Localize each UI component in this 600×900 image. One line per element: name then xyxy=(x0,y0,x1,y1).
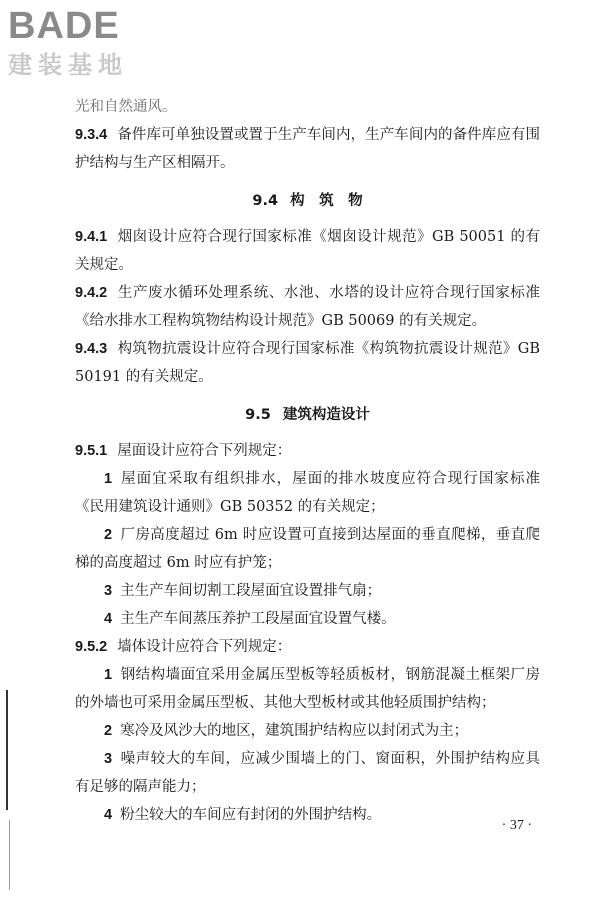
item-number: 4 xyxy=(104,807,113,823)
item-number: 1 xyxy=(104,667,113,683)
list-item xyxy=(75,717,540,745)
clause-9-4-1 xyxy=(75,223,540,279)
list-item xyxy=(75,577,540,605)
clause-text: 生产废水循环处理系统、水池、水塔的设计应符合现行国家标准《给水排水工程构筑物结构设计规范》GB 50069 的有关规定。 xyxy=(75,285,540,329)
clause-9-3-4 xyxy=(75,121,540,177)
clause-number: 9.5.2 xyxy=(75,639,108,655)
item-text: 寒冷及风沙大的地区，建筑围护结构应以封闭式为主； xyxy=(120,723,469,739)
clause-9-4-2 xyxy=(75,279,540,335)
clause-9-4-3 xyxy=(75,335,540,391)
clause-number: 9.4.1 xyxy=(75,229,108,245)
section-title: 构 筑 物 xyxy=(290,193,363,209)
item-number: 3 xyxy=(104,583,113,599)
logo-wordmark: BADE xyxy=(8,5,120,47)
binding-edge-mark xyxy=(6,690,8,810)
section-heading-9-5 xyxy=(75,401,540,429)
list-item xyxy=(75,605,540,633)
item-number: 1 xyxy=(104,471,113,487)
logo-subtitle: 建装基地 xyxy=(8,51,128,79)
clause-text: 墙体设计应符合下列规定： xyxy=(117,639,292,655)
list-item xyxy=(75,745,540,801)
section-number: 9.5 xyxy=(245,407,271,423)
list-item xyxy=(75,801,540,829)
item-number: 2 xyxy=(104,723,113,739)
section-heading-9-4 xyxy=(75,187,540,215)
item-number: 2 xyxy=(104,527,113,543)
clause-number: 9.4.3 xyxy=(75,341,108,357)
clause-9-5-1 xyxy=(75,437,540,465)
item-text: 主生产车间切割工段屋面宜设置排气扇； xyxy=(120,583,382,599)
page-number: · 37 · xyxy=(501,818,532,833)
binding-edge-mark-secondary xyxy=(9,820,10,890)
clause-text: 屋面设计应符合下列规定： xyxy=(117,443,292,459)
intro-fragment: 光和自然通风。 xyxy=(75,99,177,115)
clause-number: 9.4.2 xyxy=(75,285,108,301)
section-title: 建筑构造设计 xyxy=(282,407,370,423)
item-text: 主生产车间蒸压养护工段屋面宜设置气楼。 xyxy=(120,611,396,627)
list-item xyxy=(75,661,540,717)
list-item xyxy=(75,465,540,521)
item-text: 粉尘较大的车间应有封闭的外围护结构。 xyxy=(120,807,382,823)
clause-number: 9.5.1 xyxy=(75,443,108,459)
item-text: 厂房高度超过 6m 时应设置可直接到达屋面的垂直爬梯，垂直爬梯的高度超过 6m 时应有护笼； xyxy=(75,527,540,571)
clause-text: 备件库可单独设置或置于生产车间内，生产车间内的备件库应有围护结构与生产区相隔开。 xyxy=(75,127,540,171)
section-number: 9.4 xyxy=(252,193,279,209)
item-text: 钢结构墙面宜采用金属压型板等轻质板材，钢筋混凝土框架厂房的外墙也可采用金属压型板、其他大型板材或其他轻质围护结构； xyxy=(75,667,540,711)
clause-number: 9.3.4 xyxy=(75,127,108,143)
clause-9-5-2 xyxy=(75,633,540,661)
clause-text: 构筑物抗震设计应符合现行国家标准《构筑物抗震设计规范》GB 50191 的有关规定。 xyxy=(75,341,540,385)
item-number: 4 xyxy=(104,611,113,627)
page-body xyxy=(75,93,540,829)
brand-logo xyxy=(8,4,128,80)
item-text: 屋面宜采取有组织排水，屋面的排水坡度应符合现行国家标准《民用建筑设计通则》GB 50352 的有关规定； xyxy=(75,471,540,515)
item-text: 噪声较大的车间，应减少围墙上的门、窗面积，外围护结构应具有足够的隔声能力； xyxy=(75,751,540,795)
item-number: 3 xyxy=(104,751,113,767)
list-item xyxy=(75,521,540,577)
clause-text: 烟囱设计应符合现行国家标准《烟囱设计规范》GB 50051 的有关规定。 xyxy=(75,229,540,273)
